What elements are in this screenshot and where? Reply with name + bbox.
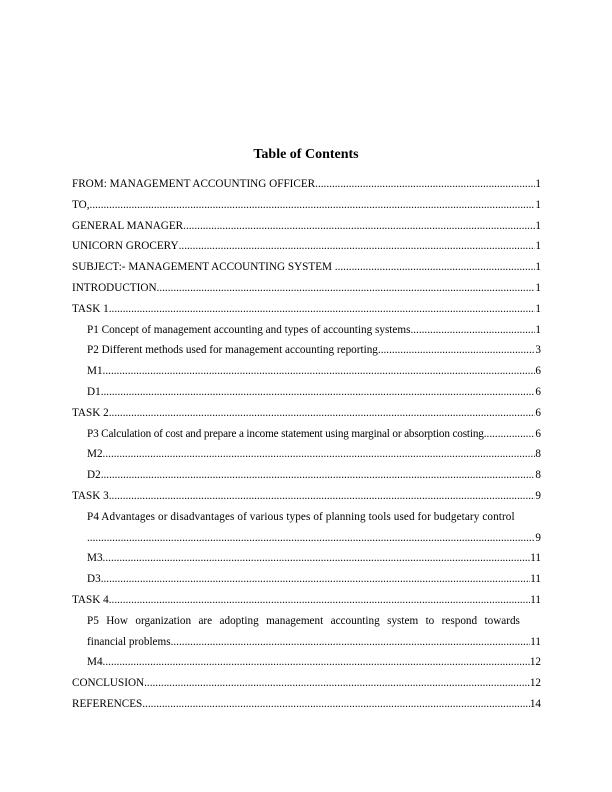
toc-leader-dots	[87, 528, 535, 549]
toc-entry[interactable]	[72, 548, 541, 569]
toc-entry-text: P3 Calculation of cost and prepare a income statement using marginal or absorption costing	[87, 427, 484, 440]
toc-entry-text: INTRODUCTION	[72, 281, 157, 294]
toc-entry-text: TASK 3	[72, 489, 109, 502]
toc-entry-text: P2 Different methods used for management accounting reporting	[87, 344, 378, 357]
toc-leader-dots	[183, 216, 535, 237]
toc-entry[interactable]	[72, 465, 541, 486]
toc-page-number: 3	[535, 344, 541, 357]
toc-leader-dots	[101, 569, 531, 590]
toc-leader-dots	[378, 340, 536, 361]
toc-leader-dots	[103, 444, 536, 465]
toc-leader-dots	[144, 673, 530, 694]
toc-entry-text: financial problems	[87, 635, 171, 648]
toc-entry-line1: P5 How organization are adopting management accounting system to respond towards	[87, 614, 520, 627]
toc-entry-text: D3	[87, 573, 101, 586]
toc-leader-dots	[109, 403, 536, 424]
toc-entry[interactable]	[72, 257, 541, 278]
toc-leader-dots	[171, 632, 531, 653]
toc-leader-dots	[90, 195, 536, 216]
toc-entry[interactable]	[72, 236, 541, 257]
toc-leader-dots	[101, 382, 536, 403]
toc-page-number: 6	[535, 406, 541, 419]
toc-page-number: 8	[535, 469, 541, 482]
toc-leader-dots	[315, 174, 535, 195]
toc-leader-dots	[335, 257, 536, 278]
toc-page-number: 6	[535, 385, 541, 398]
toc-list	[72, 174, 541, 715]
toc-entry[interactable]	[72, 320, 541, 341]
toc-entry-text: TASK 4	[72, 593, 109, 606]
toc-page-number: 12	[529, 656, 541, 669]
toc-leader-dots	[103, 361, 536, 382]
toc-page-number: 1	[535, 198, 541, 211]
toc-entry-text: GENERAL MANAGER	[72, 219, 184, 232]
toc-leader-dots	[109, 486, 536, 507]
toc-page-number: 1	[535, 219, 541, 232]
toc-entry[interactable]	[72, 340, 541, 361]
toc-page-number: 12	[529, 677, 541, 690]
toc-entry-text: M4	[87, 656, 103, 669]
toc-entry-text: FROM: MANAGEMENT ACCOUNTING OFFICER	[72, 178, 316, 190]
toc-leader-dots	[103, 652, 530, 673]
toc-entry-text: D1	[87, 385, 101, 398]
toc-entry-line1: P4 Advantages or disadvantages of various types of planning tools used for budgetary control	[87, 510, 515, 523]
toc-entry-text: M3	[87, 552, 103, 565]
toc-leader-dots	[109, 299, 536, 320]
toc-entry-text: SUBJECT:- MANAGEMENT ACCOUNTING SYSTEM	[72, 261, 335, 274]
toc-entry-text: M2	[87, 448, 103, 461]
toc-entry[interactable]	[72, 694, 541, 715]
toc-entry-text: TASK 1	[72, 302, 109, 315]
toc-page-number: 1	[535, 281, 541, 294]
toc-entry[interactable]	[72, 299, 541, 320]
toc-entry-text: P1 Concept of management accounting and types of accounting systems	[87, 323, 411, 336]
toc-entry[interactable]	[72, 216, 541, 237]
toc-entry[interactable]	[72, 174, 541, 195]
toc-page-number: 11	[530, 635, 541, 648]
toc-page-number: 1	[535, 302, 541, 315]
toc-entry[interactable]	[72, 507, 541, 549]
toc-page-number: 9	[535, 489, 541, 502]
toc-leader-dots	[179, 236, 536, 257]
toc-entry[interactable]	[72, 382, 541, 403]
toc-page-number: 1	[535, 323, 541, 336]
toc-page-number: 9	[535, 531, 541, 544]
toc-entry[interactable]	[72, 424, 541, 445]
toc-leader-dots	[103, 548, 531, 569]
toc-page-number: 11	[530, 593, 541, 606]
toc-entry[interactable]	[72, 611, 541, 653]
toc-entry-text: TO,	[72, 198, 90, 211]
toc-leader-dots	[484, 424, 536, 445]
toc-leader-dots	[410, 320, 535, 341]
toc-entry-text: D2	[87, 469, 101, 482]
toc-entry[interactable]	[72, 361, 541, 382]
toc-entry-text: UNICORN GROCERY	[72, 240, 179, 253]
toc-entry[interactable]	[72, 590, 541, 611]
toc-leader-dots	[101, 465, 536, 486]
toc-entry[interactable]	[72, 444, 541, 465]
toc-entry-text: TASK 2	[72, 406, 109, 419]
toc-page-number: 1	[535, 178, 541, 190]
toc-entry-text: CONCLUSION	[72, 677, 145, 690]
toc-page-number: 14	[529, 697, 541, 710]
toc-leader-dots	[109, 590, 531, 611]
toc-entry-text: REFERENCES	[72, 697, 143, 710]
toc-entry[interactable]	[72, 673, 541, 694]
toc-page-number: 6	[535, 427, 541, 440]
toc-page-number: 6	[535, 365, 541, 378]
toc-entry[interactable]	[72, 486, 541, 507]
toc-entry[interactable]	[72, 195, 541, 216]
toc-entry[interactable]	[72, 569, 541, 590]
toc-page-number: 1	[535, 240, 541, 253]
toc-entry[interactable]	[72, 652, 541, 673]
toc-leader-dots	[142, 694, 530, 715]
toc-entry[interactable]	[72, 403, 541, 424]
toc-leader-dots	[157, 278, 536, 299]
toc-page-number: 8	[535, 448, 541, 461]
toc-title: Table of Contents	[253, 147, 359, 162]
toc-entry[interactable]	[72, 278, 541, 299]
toc-page-number: 11	[530, 573, 541, 586]
toc-entry-text: M1	[87, 365, 103, 378]
toc-page-number: 1	[535, 261, 541, 274]
toc-page-number: 11	[530, 552, 541, 565]
